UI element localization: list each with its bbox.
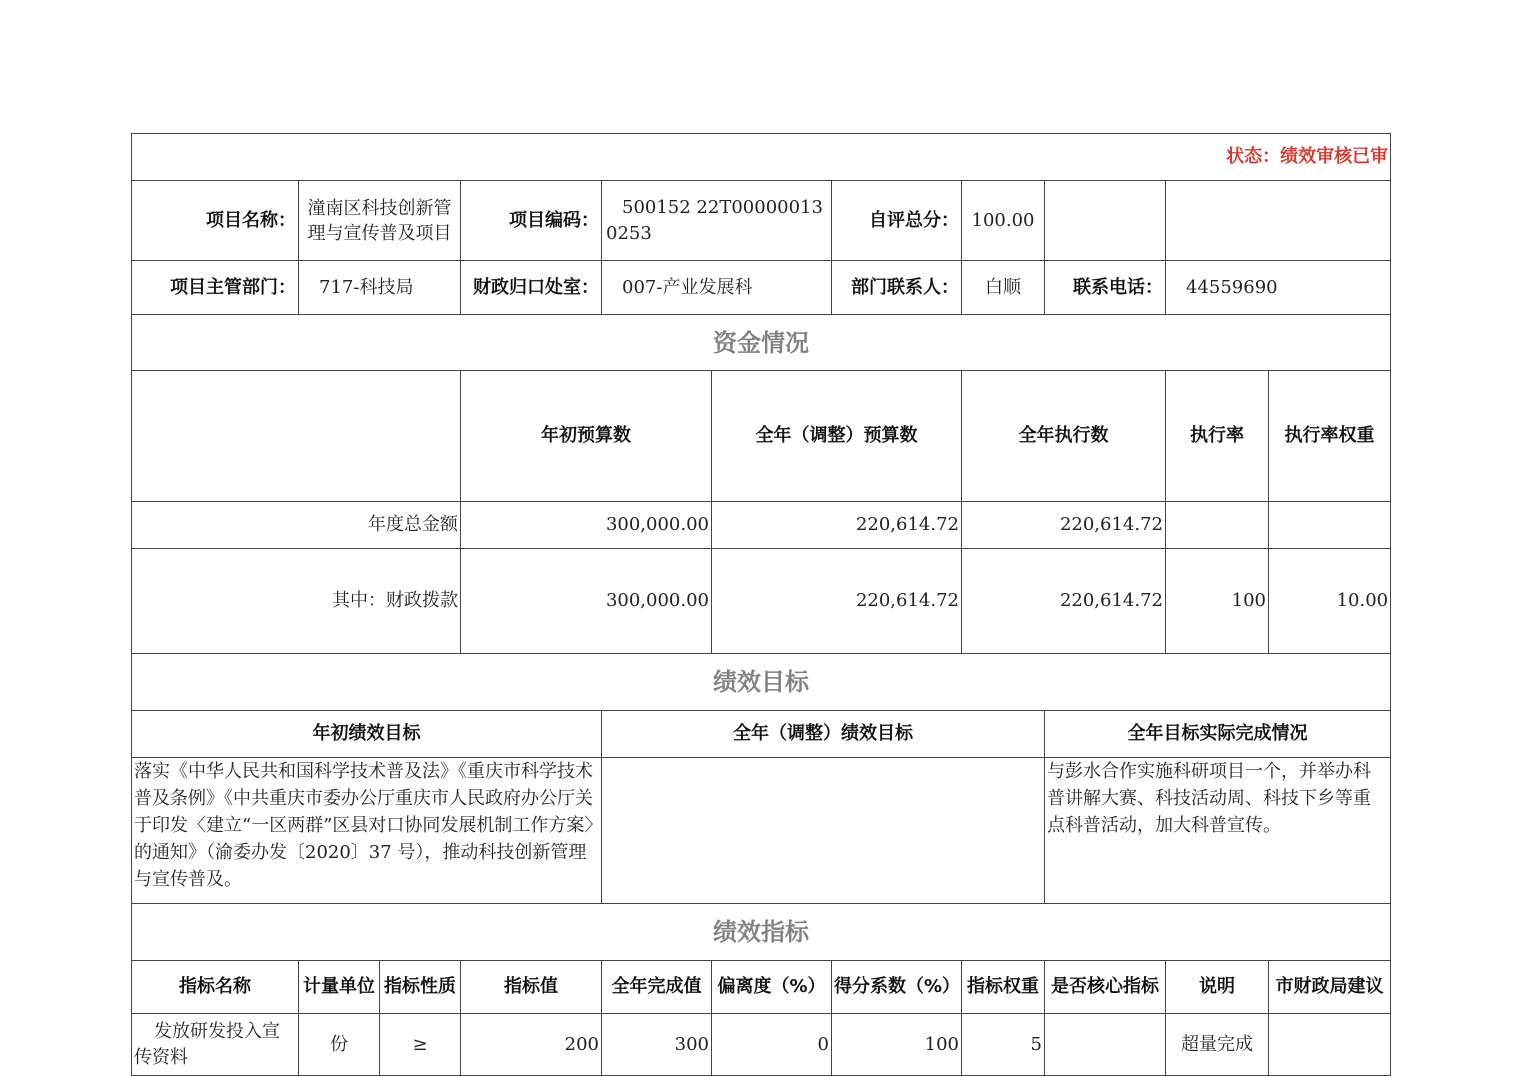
initial-goal-text: 落实《中华人民共和国科学技术普及法》《重庆市科学技术普及条例》《中共重庆市委办公厅重庆市人民政府办公厅关于印发〈建立“一区两群”区县对口协同发展机制工作方案〉的通知》（渝委办发〔2020〕37 号），推动科技创新管理与宣传普及。	[132, 758, 602, 904]
indicator-weight: 5	[962, 1014, 1045, 1076]
finance-office-value: 007-产业发展科	[602, 261, 832, 315]
contact-value: 白顺	[962, 261, 1045, 315]
funds-executed: 220,614.72	[962, 549, 1166, 654]
indicator-name: 发放研发投入宣传资料	[132, 1014, 299, 1076]
funds-header: 年初预算数	[461, 371, 712, 502]
funds-initial: 300,000.00	[461, 549, 712, 654]
funds-weight: 10.00	[1269, 549, 1391, 654]
empty-cell	[1166, 181, 1391, 261]
indicator-header: 指标性质	[380, 961, 461, 1014]
indicator-header: 偏离度（%）	[712, 961, 832, 1014]
department-label: 项目主管部门：	[132, 261, 299, 315]
empty-cell	[132, 371, 461, 502]
phone-label: 联系电话：	[1045, 261, 1166, 315]
funds-weight	[1269, 502, 1391, 549]
indicators-section-title: 绩效指标	[132, 904, 1391, 961]
indicator-coefficient: 100	[832, 1014, 962, 1076]
funds-header: 全年（调整）预算数	[712, 371, 962, 502]
finance-office-label: 财政归口处室：	[461, 261, 602, 315]
project-code-value: 500152 22T000000130253	[602, 181, 832, 261]
funds-header: 全年执行数	[962, 371, 1166, 502]
indicator-header: 说明	[1166, 961, 1269, 1014]
indicator-nature: ≥	[380, 1014, 461, 1076]
self-score-label: 自评总分：	[832, 181, 962, 261]
indicator-unit: 份	[299, 1014, 380, 1076]
indicator-header: 指标权重	[962, 961, 1045, 1014]
funds-rate	[1166, 502, 1269, 549]
actual-completion-text: 与彭水合作实施科研项目一个，并举办科普讲解大赛、科技活动周、科技下乡等重点科普活动，加大科普宣传。	[1045, 758, 1391, 904]
self-score-value: 100.00	[962, 181, 1045, 261]
indicator-header: 指标名称	[132, 961, 299, 1014]
indicator-header: 得分系数（%）	[832, 961, 962, 1014]
indicator-header: 市财政局建议	[1269, 961, 1391, 1014]
project-code-label: 项目编码：	[461, 181, 602, 261]
indicator-completed: 300	[602, 1014, 712, 1076]
funds-row-label: 其中：财政拨款	[132, 549, 461, 654]
indicator-deviation: 0	[712, 1014, 832, 1076]
indicator-header: 全年完成值	[602, 961, 712, 1014]
funds-header: 执行率权重	[1269, 371, 1391, 502]
department-value: 717-科技局	[299, 261, 461, 315]
indicator-header: 是否核心指标	[1045, 961, 1166, 1014]
contact-label: 部门联系人：	[832, 261, 962, 315]
empty-cell	[1045, 181, 1166, 261]
adjusted-goal-text	[602, 758, 1045, 904]
indicator-header: 指标值	[461, 961, 602, 1014]
indicator-target: 200	[461, 1014, 602, 1076]
indicator-suggestion	[1269, 1014, 1391, 1076]
funds-executed: 220,614.72	[962, 502, 1166, 549]
phone-value: 44559690	[1166, 261, 1391, 315]
goals-header: 年初绩效目标	[132, 711, 602, 758]
funds-initial: 300,000.00	[461, 502, 712, 549]
funds-row-label: 年度总金额	[132, 502, 461, 549]
goals-section-title: 绩效目标	[132, 654, 1391, 711]
funds-adjusted: 220,614.72	[712, 502, 962, 549]
indicator-core	[1045, 1014, 1166, 1076]
performance-self-evaluation-table	[131, 133, 1391, 1076]
indicator-note: 超量完成	[1166, 1014, 1269, 1076]
funds-section-title: 资金情况	[132, 315, 1391, 371]
project-name-value: 潼南区科技创新管理与宣传普及项目	[299, 181, 461, 261]
funds-adjusted: 220,614.72	[712, 549, 962, 654]
indicator-header: 计量单位	[299, 961, 380, 1014]
project-name-label: 项目名称：	[132, 181, 299, 261]
funds-rate: 100	[1166, 549, 1269, 654]
goals-header: 全年（调整）绩效目标	[602, 711, 1045, 758]
goals-header: 全年目标实际完成情况	[1045, 711, 1391, 758]
status-label: 状态：绩效审核已审	[132, 134, 1391, 181]
funds-header: 执行率	[1166, 371, 1269, 502]
